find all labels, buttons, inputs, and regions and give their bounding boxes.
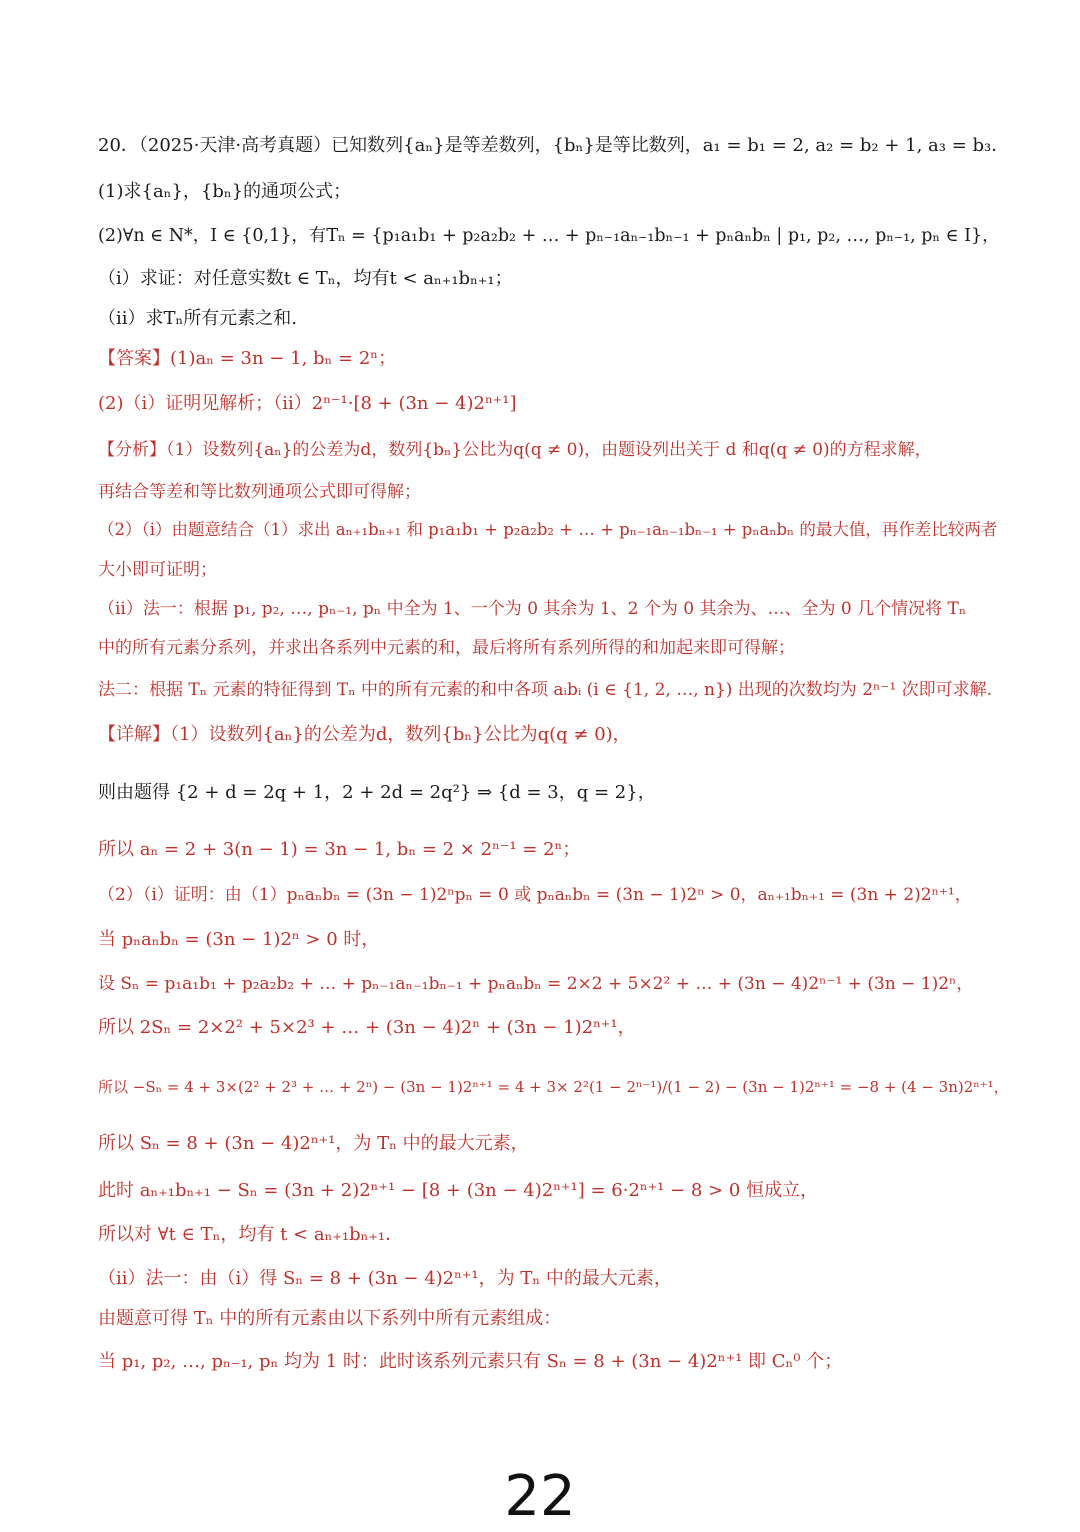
analysis-line-5: （ii）法一：根据 p₁, p₂, …, pₙ₋₁, pₙ 中全为 1、一个为 0 其余为 1、2 个为 0 其余为、…、全为 0 几个情况将 Tₙ	[98, 599, 967, 619]
analysis-line-7: 法二：根据 Tₙ 元素的特征得到 Tₙ 中的所有元素的和中各项 aᵢbᵢ (i ∈ {1, 2, …, n}) 出现的次数均为 2ⁿ⁻¹ 次即可求解.	[98, 680, 992, 700]
analysis-line-6: 中的所有元素分系列，并求出各系列中元素的和，最后将所有系列所得的和加起来即可得解；	[98, 638, 795, 658]
solution-line-2: 则由题得 {2 + d = 2q + 1，2 + 2d = 2q²} ⇒ {d = 3，q = 2}，	[98, 782, 656, 803]
solution-line-13: 由题意可得 Tₙ 中的所有元素由以下系列中所有元素组成：	[98, 1308, 562, 1329]
page-number: 22	[504, 1464, 576, 1529]
answer-line-1: 【答案】(1)aₙ = 3n − 1, bₙ = 2ⁿ；	[98, 348, 397, 369]
analysis-line-2: 再结合等差和等比数列通项公式即可得解；	[98, 482, 421, 502]
solution-line-7: 所以 2Sₙ = 2×2² + 5×2³ + … + (3n − 4)2ⁿ + (3n − 1)2ⁿ⁺¹，	[98, 1017, 636, 1038]
problem-header: 20．（2025·天津·高考真题）已知数列{aₙ}是等差数列，{bₙ}是等比数列，a₁ = b₁ = 2, a₂ = b₂ + 1, a₃ = b₃．	[98, 135, 1010, 156]
solution-line-5: 当 pₙaₙbₙ = (3n − 1)2ⁿ > 0 时，	[98, 929, 380, 950]
solution-line-12: （ii）法一：由（i）得 Sₙ = 8 + (3n − 4)2ⁿ⁺¹，为 Tₙ 中的最大元素，	[98, 1268, 672, 1289]
solution-line-8: 所以 −Sₙ = 4 + 3×(2² + 2³ + … + 2ⁿ) − (3n − 1)2ⁿ⁺¹ = 4 + 3× 2²(1 − 2ⁿ⁻¹)/(1 − 2) − (3n − 1)2ⁿ⁺¹ = −8 + (4 − 3n)2ⁿ⁺¹，	[98, 1078, 1009, 1096]
problem-part2-i: （i）求证：对任意实数t ∈ Tₙ，均有t < aₙ₊₁bₙ₊₁；	[98, 268, 513, 289]
solution-line-10: 此时 aₙ₊₁bₙ₊₁ − Sₙ = (3n + 2)2ⁿ⁺¹ − [8 + (3n − 4)2ⁿ⁺¹] = 6·2ⁿ⁺¹ − 8 > 0 恒成立，	[98, 1180, 819, 1201]
problem-part2-ii: （ii）求Tₙ所有元素之和.	[98, 308, 298, 329]
solution-line-1: 【详解】（1）设数列{aₙ}的公差为d，数列{bₙ}公比为q(q ≠ 0)，	[98, 724, 631, 745]
solution-line-3: 所以 aₙ = 2 + 3(n − 1) = 3n − 1, bₙ = 2 × 2ⁿ⁻¹ = 2ⁿ；	[98, 839, 581, 860]
solution-line-6: 设 Sₙ = p₁a₁b₁ + p₂a₂b₂ + … + pₙ₋₁aₙ₋₁bₙ₋₁ + pₙaₙbₙ = 2×2 + 5×2² + … + (3n − 4)2ⁿ⁻¹ + (3n − 1)2ⁿ，	[98, 974, 974, 994]
analysis-line-3: （2）（i）由题意结合（1）求出 aₙ₊₁bₙ₊₁ 和 p₁a₁b₁ + p₂a₂b₂ + … + pₙ₋₁aₙ₋₁bₙ₋₁ + pₙaₙbₙ 的最大值，再作差比较两者	[98, 520, 998, 539]
solution-line-14: 当 p₁, p₂, …, pₙ₋₁, pₙ 均为 1 时：此时该系列元素只有 Sₙ = 8 + (3n − 4)2ⁿ⁺¹ 即 Cₙ⁰ 个；	[98, 1351, 843, 1372]
solution-line-9: 所以 Sₙ = 8 + (3n − 4)2ⁿ⁺¹，为 Tₙ 中的最大元素，	[98, 1133, 529, 1154]
solution-line-11: 所以对 ∀t ∈ Tₙ，均有 t < aₙ₊₁bₙ₊₁．	[98, 1224, 404, 1245]
problem-part1: (1)求{aₙ}，{bₙ}的通项公式；	[98, 181, 352, 202]
analysis-line-1: 【分析】（1）设数列{aₙ}的公差为d，数列{bₙ}公比为q(q ≠ 0)，由题设列出关于 d 和q(q ≠ 0)的方程求解，	[98, 440, 932, 460]
answer-line-2: (2)（i）证明见解析；（ii）2ⁿ⁻¹·[8 + (3n − 4)2ⁿ⁺¹]	[98, 393, 517, 414]
problem-part2: (2)∀n ∈ N*，I ∈ {0,1}，有Tₙ = {p₁a₁b₁ + p₂a₂b₂ + … + pₙ₋₁aₙ₋₁bₙ₋₁ + pₙaₙbₙ | p₁, p₂, …, pₙ₋₁, pₙ ∈ I}，	[98, 226, 1000, 246]
solution-line-4: （2）（i）证明：由（1）pₙaₙbₙ = (3n − 1)2ⁿpₙ = 0 或 pₙaₙbₙ = (3n − 1)2ⁿ > 0，aₙ₊₁bₙ₊₁ = (3n + 2)2ⁿ⁺¹，	[98, 885, 972, 905]
analysis-line-4: 大小即可证明；	[98, 560, 217, 580]
